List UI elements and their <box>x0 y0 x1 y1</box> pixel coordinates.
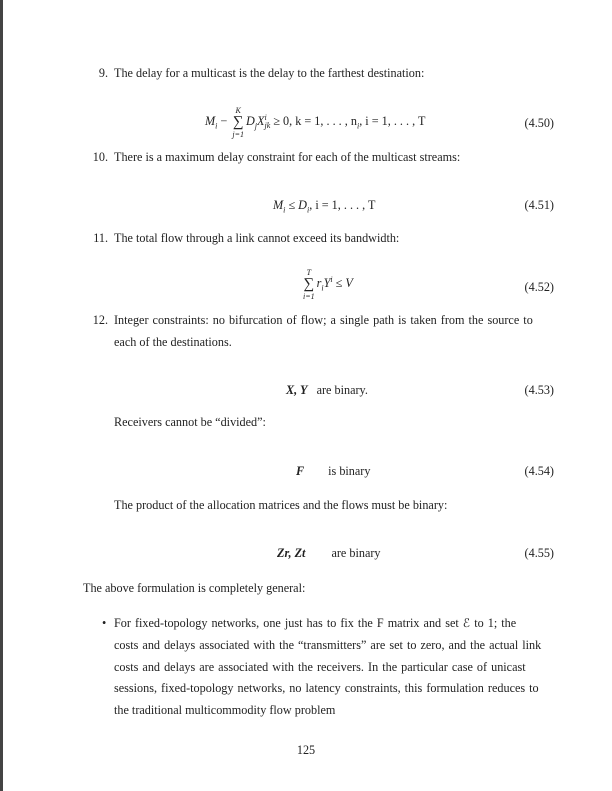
equation-4-52: T ∑ i=1 $r_iY^i \le V$ <box>303 267 353 301</box>
scan-edge <box>0 0 3 791</box>
bullet-text: sessions, fixed-topology networks, no latency constraints, this formulation reduces to <box>114 681 539 695</box>
item-number: 9. <box>98 66 108 80</box>
bullet-text: costs and delays are associated with the receivers. In the particular case of unicast <box>114 660 526 674</box>
bullet-text: For fixed-topology networks, one just has to fix the F matrix and set ℰ to 1; the <box>114 616 517 630</box>
equation-4-54: F is binary <box>296 464 371 478</box>
bullet-text: the traditional multicommodity flow problem <box>114 703 336 717</box>
bullet-text: costs and delays associated with the “transmitters” are set to zero, and the actual link <box>114 638 542 652</box>
item-number: 10. <box>92 150 108 164</box>
body-text: The product of the allocation matrices and the flows must be binary: <box>114 498 448 512</box>
item-text: The delay for a multicast is the delay to the farthest destination: <box>114 66 425 80</box>
item-text: There is a maximum delay constraint for each of the multicast streams: <box>114 150 461 164</box>
item-text: The total flow through a link cannot exceed its bandwidth: <box>114 231 400 245</box>
equation-4-55: Zr, Zt are binary <box>277 546 381 560</box>
equation-label: (4.55) <box>524 546 554 560</box>
equation-4-53: X, Y are binary. <box>286 383 368 397</box>
sum: K ∑ j=1 <box>232 105 244 139</box>
body-text: Receivers cannot be “divided”: <box>114 415 266 429</box>
equation-label: (4.51) <box>524 198 554 212</box>
item-number: 11. <box>93 231 108 245</box>
item-text: each of the destinations. <box>114 335 232 349</box>
item-number: 12. <box>92 313 108 327</box>
bullet-icon: • <box>102 616 107 630</box>
equation-label: (4.53) <box>524 383 554 397</box>
page-number: 125 <box>296 743 316 757</box>
sigma-symbol: ∑ <box>303 275 315 292</box>
equation-label: (4.50) <box>524 116 554 130</box>
equation-4-51: $M_i \le D_i$, i = 1, . . . , T <box>273 198 376 215</box>
equation-label: (4.54) <box>524 464 554 478</box>
equation-label: (4.52) <box>524 280 554 294</box>
sigma-symbol: ∑ <box>232 113 244 130</box>
body-text: The above formulation is completely general: <box>83 581 306 595</box>
item-text: Integer constraints: no bifurcation of flow; a single path is taken from the source to <box>114 313 533 327</box>
sum: T ∑ i=1 <box>303 267 315 301</box>
equation-4-50: $M_i$ − K ∑ j=1 $D_jX$ i jk ≥ 0, k = 1, . . . , $n_i$, i = 1, . . . , T <box>205 105 426 139</box>
